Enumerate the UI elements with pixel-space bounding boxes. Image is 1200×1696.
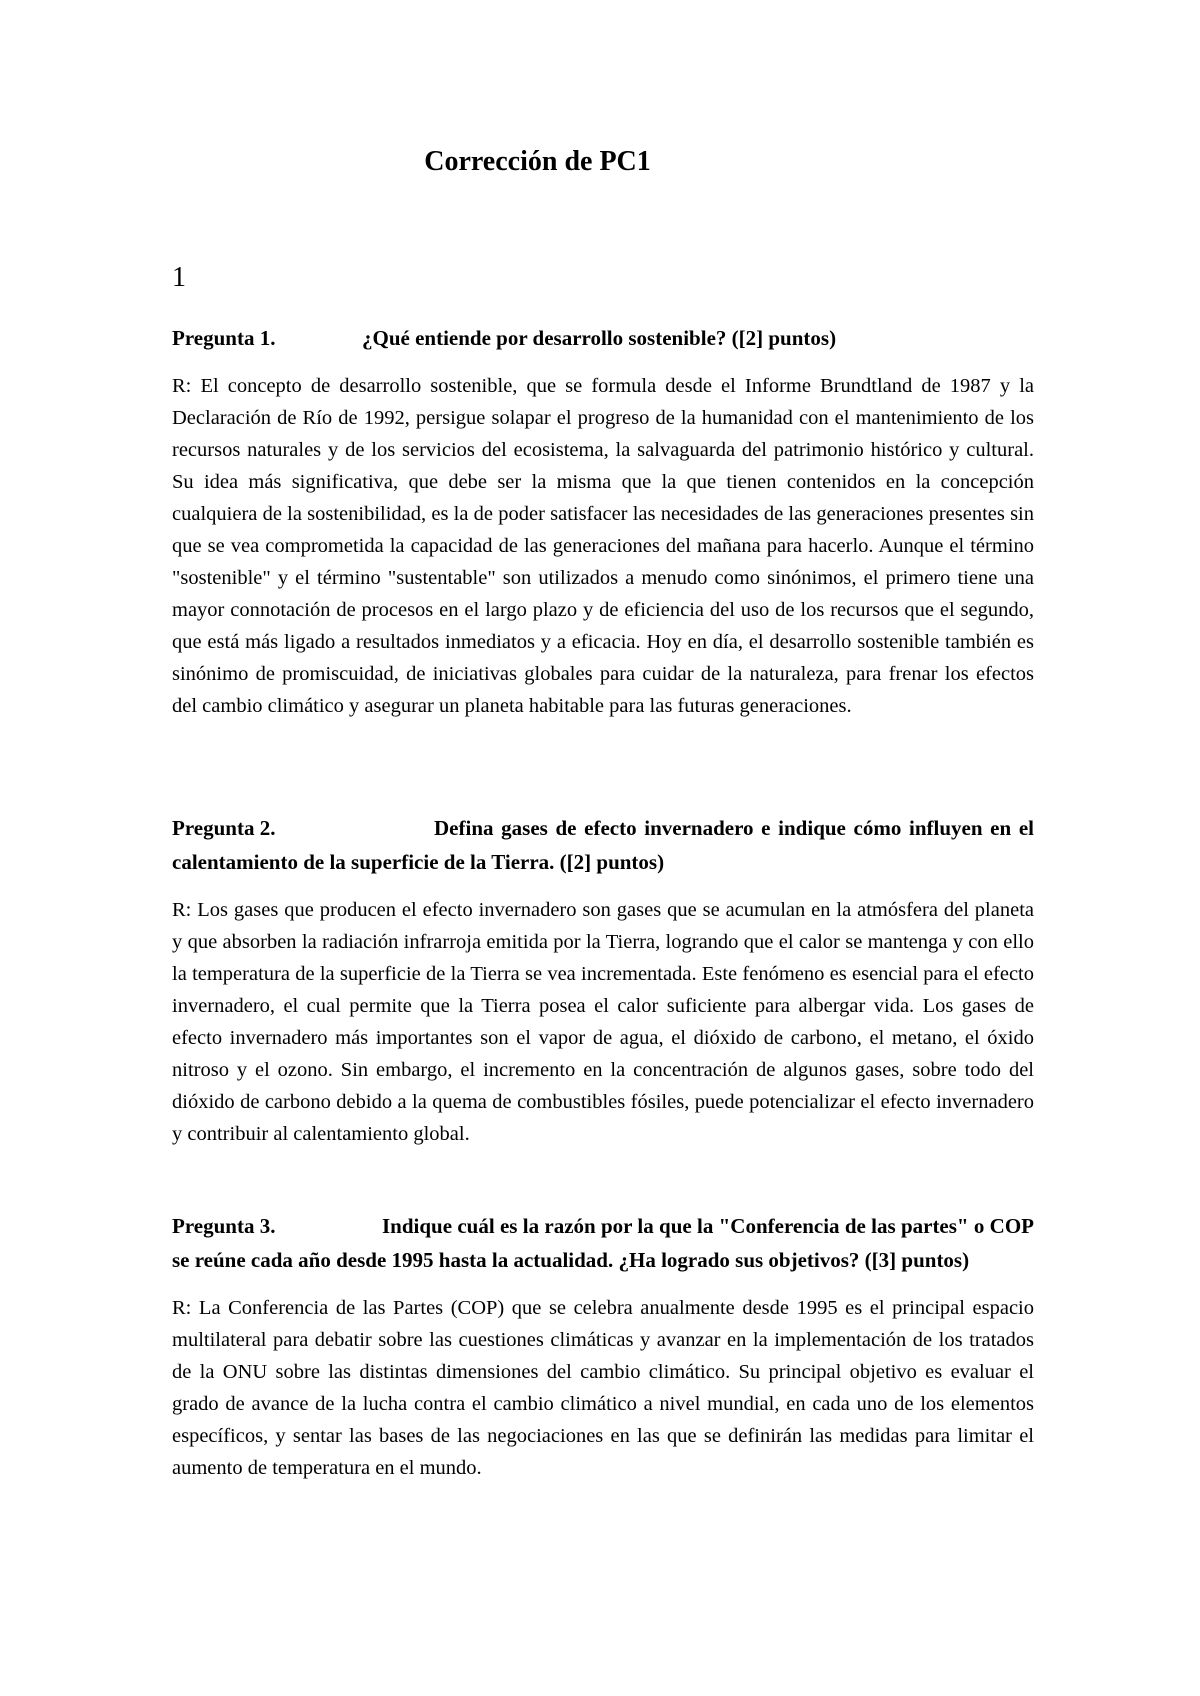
question-heading: [172, 811, 1034, 879]
question-label: Pregunta 2.: [172, 816, 276, 840]
question-block-1: [172, 321, 1034, 722]
question-text: Indique cuál es la razón por la que la "Conferencia de las partes" o COP se reúne cada año desde 1995 hasta la actualidad. ¿Ha logrado sus objetivos? ([3] puntos): [172, 1214, 1034, 1272]
question-text: Defina gases de efecto invernadero e indique cómo influyen en el calentamiento de la superficie de la Tierra. ([2] puntos): [172, 816, 1034, 874]
document-title: Corrección de PC1: [424, 146, 651, 177]
question-text: ¿Qué entiende por desarrollo sostenible? ([2] puntos): [362, 326, 837, 350]
answer-text: R: La Conferencia de las Partes (COP) que se celebra anualmente desde 1995 es el principal espacio multilateral para debatir sobre las cuestiones climáticas y avanzar en la implementación de los tratados de la ONU sobre las distintas dimensiones del cambio climático. Su principal objetivo es evaluar el grado de avance de la lucha contra el cambio climático a nivel mundial, en cada uno de los elementos específicos, y sentar las bases de las negociaciones en las que se definirán las medidas para limitar el aumento de temperatura en el mundo.: [172, 1297, 1034, 1479]
question-label: Pregunta 1.: [172, 326, 276, 350]
question-heading: [172, 321, 1034, 355]
answer-text: R: Los gases que producen el efecto invernadero son gases que se acumulan en la atmósfera del planeta y que absorben la radiación infrarroja emitida por la Tierra, logrando que el calor se mantenga y con ello la temperatura de la superficie de la Tierra se vea incrementada. Este fenómeno es esencial para el efecto invernadero, el cual permite que la Tierra posea el calor suficiente para albergar vida. Los gases de efecto invernadero más importantes son el vapor de agua, el dióxido de carbono, el metano, el óxido nitroso y el ozono. Sin embargo, el incremento en la concentración de algunos gases, sobre todo del dióxido de carbono debido a la quema de combustibles fósiles, puede potencializar el efecto invernadero y contribuir al calentamiento global.: [172, 899, 1034, 1145]
question-label: Pregunta 3.: [172, 1214, 276, 1238]
question-heading: [172, 1209, 1034, 1277]
question-block-2: [172, 811, 1034, 1150]
answer-text: R: El concepto de desarrollo sostenible, que se formula desde el Informe Brundtland de 1987 y la Declaración de Río de 1992, persigue solapar el progreso de la humanidad con el mantenimiento de los recursos naturales y de los servicios del ecosistema, la salvaguarda del patrimonio histórico y cultural. Su idea más significativa, que debe ser la misma que la que tienen contenidos en la concepción cualquiera de la sostenibilidad, es la de poder satisfacer las necesidades de las generaciones presentes sin que se vea comprometida la capacidad de las generaciones del mañana para hacerlo. Aunque el término "sostenible" y el término "sustentable" son utilizados a menudo como sinónimos, el primero tiene una mayor connotación de procesos en el largo plazo y de eficiencia del uso de los recursos que el segundo, que está más ligado a resultados inmediatos y a eficacia. Hoy en día, el desarrollo sostenible también es sinónimo de promiscuidad, de iniciativas globales para cuidar de la naturaleza, para frenar los efectos del cambio climático y asegurar un planeta habitable para las futuras generaciones.: [172, 375, 1034, 717]
section-number: 1: [172, 262, 186, 293]
question-block-3: [172, 1209, 1034, 1484]
